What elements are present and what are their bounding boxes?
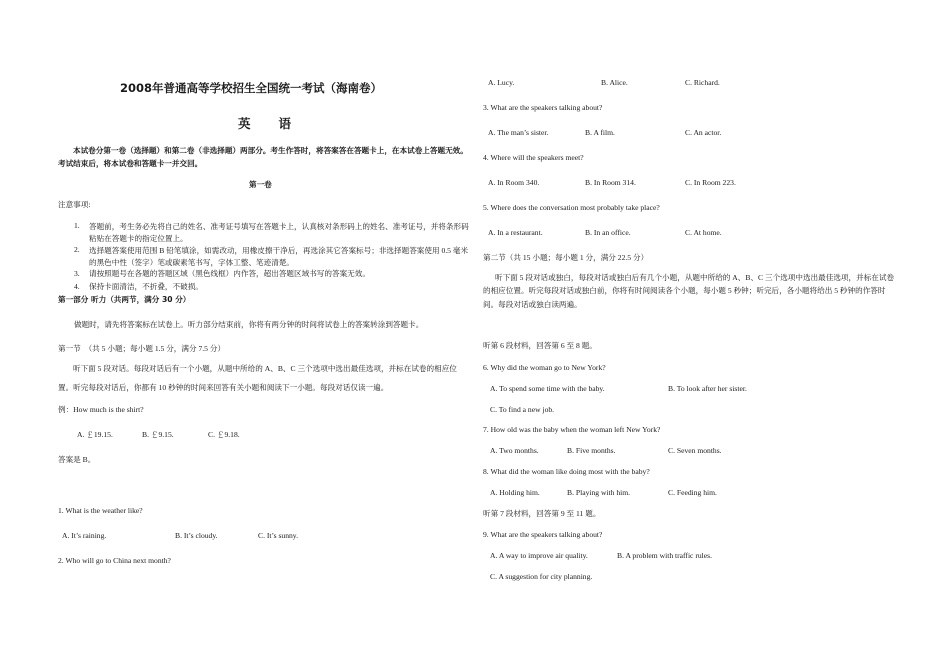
example-question: 例：How much is the shirt? — [58, 405, 144, 414]
notice-num: 2. — [74, 245, 80, 254]
option: B. Playing with him. — [567, 488, 631, 497]
exam-title: 2008年普通高等学校招生全国统一考试（海南卷） — [120, 81, 383, 95]
section-one-instruction: 听下面 5 段对话。每段对话后有一个小题，从题中所给的 A、B、C 三个选项中选出最佳选项，并标在试卷的相应位置。听完每段对话后，你都有 10 秒钟的时间来回答有关小题和阅读下一小题。每段对话仅读一遍。 — [58, 364, 457, 392]
option: B. It’s cloudy. — [175, 531, 218, 540]
option: B. Alice. — [601, 78, 628, 87]
option: B. ￡9.15. — [142, 430, 174, 439]
option: B. A problem with traffic rules. — [617, 551, 712, 560]
question-5: 5. Where does the conversation most probably take place? — [483, 203, 660, 212]
option: A. A way to improve air quality. — [490, 551, 588, 560]
option: C. Seven months. — [668, 446, 722, 455]
subject-title: 英 语 — [238, 116, 293, 131]
option: A. The man’s sister. — [488, 128, 549, 137]
part-one-heading: 第一部分 听力（共两节，满分 30 分） — [58, 295, 191, 304]
option: B. A film. — [585, 128, 615, 137]
question-6: 6. Why did the woman go to New York? — [483, 363, 606, 372]
option: B. Five months. — [567, 446, 616, 455]
notice-text: 请按照题号在各题的答题区域（黑色线框）内作答，超出答题区域书写的答案无效。 — [89, 269, 370, 278]
option: A. Holding him. — [490, 488, 540, 497]
option: A. Lucy. — [488, 78, 515, 87]
question-3: 3. What are the speakers talking about? — [483, 103, 603, 112]
option: A. In a restaurant. — [488, 228, 543, 237]
question-8: 8. What did the woman like doing most with the baby? — [483, 467, 650, 476]
notice-text: 选择题答案使用范围 B 铅笔填涂，如需改动，用橡皮擦干净后，再选涂其它答案标号；非选择题答案使用 0.5 毫米的黑色中性（签字）笔或碳素笔书写，字体工整、笔迹清楚。 — [89, 246, 469, 268]
section-one-heading: 第一节 （共 5 小题；每小题 1.5 分，满分 7.5 分） — [58, 344, 226, 353]
notice-heading: 注意事项: — [58, 200, 91, 209]
option: C. A suggestion for city planning. — [490, 572, 593, 581]
part-one-instruction: 做题时，请先将答案标在试卷上。听力部分结束前，你将有两分钟的时间将试卷上的答案转涂到答题卡。 — [74, 320, 424, 329]
volume-one-heading: 第一卷 — [249, 180, 272, 189]
question-1: 1. What is the weather like? — [58, 506, 143, 515]
notice-text: 答题前，考生务必先将自己的姓名、准考证号填写在答题卡上，认真核对条形码上的姓名、准考证号，并将条形码粘贴在答题卡的指定位置上。 — [89, 222, 469, 244]
option: C. An actor. — [685, 128, 722, 137]
option: C. Feeding him. — [668, 488, 717, 497]
option: A. Two months. — [490, 446, 539, 455]
example-answer: 答案是 B。 — [58, 455, 96, 464]
notice-num: 3. — [74, 269, 80, 278]
option: C. In Room 223. — [685, 178, 736, 187]
question-7: 7. How old was the baby when the woman left New York? — [483, 425, 661, 434]
option: C. ￡9.18. — [208, 430, 240, 439]
option: A. To spend some time with the baby. — [490, 384, 605, 393]
option: B. In an office. — [585, 228, 631, 237]
option: C. It’s sunny. — [258, 531, 299, 540]
question-2: 2. Who will go to China next month? — [58, 556, 171, 565]
material-7-heading: 听第 7 段材料，回答第 9 至 11 题。 — [483, 509, 601, 518]
question-9: 9. What are the speakers talking about? — [483, 530, 603, 539]
question-4: 4. Where will the speakers meet? — [483, 153, 584, 162]
section-two-instruction: 听下面 5 段对话或独白，每段对话或独白后有几个小题，从题中所给的 A、B、C 三个选项中选出最佳选项，并标在试卷的相应位置。听完每段对话或独白前，你将有时间阅读各个小题，每小题 5 秒钟；听完后，各小题将给出 5 秒钟的作答时间。每段对话或独白读两遍。 — [483, 273, 895, 309]
exam-intro: 本试卷分第一卷（选择题）和第二卷（非选择题）两部分。考生作答时，将答案答在答题卡上，在本试卷上答题无效。考试结束后，将本试卷和答题卡一并交回。 — [58, 146, 468, 169]
option: B. To look after her sister. — [668, 384, 747, 393]
option: C. At home. — [685, 228, 722, 237]
section-two-heading: 第二节（共 15 小题；每小题 1 分，满分 22.5 分） — [483, 253, 649, 262]
option: A. ￡19.15. — [77, 430, 113, 439]
notice-num: 4. — [74, 282, 80, 291]
option: C. To find a new job. — [490, 405, 555, 414]
notice-num: 1. — [74, 221, 80, 230]
option: C. Richard. — [685, 78, 720, 87]
option: A. In Room 340. — [488, 178, 540, 187]
material-6-heading: 听第 6 段材料，回答第 6 至 8 题。 — [483, 341, 597, 350]
notice-text: 保持卡面清洁，不折叠，不破损。 — [89, 282, 203, 291]
option: A. It’s raining. — [62, 531, 107, 540]
option: B. In Room 314. — [585, 178, 636, 187]
